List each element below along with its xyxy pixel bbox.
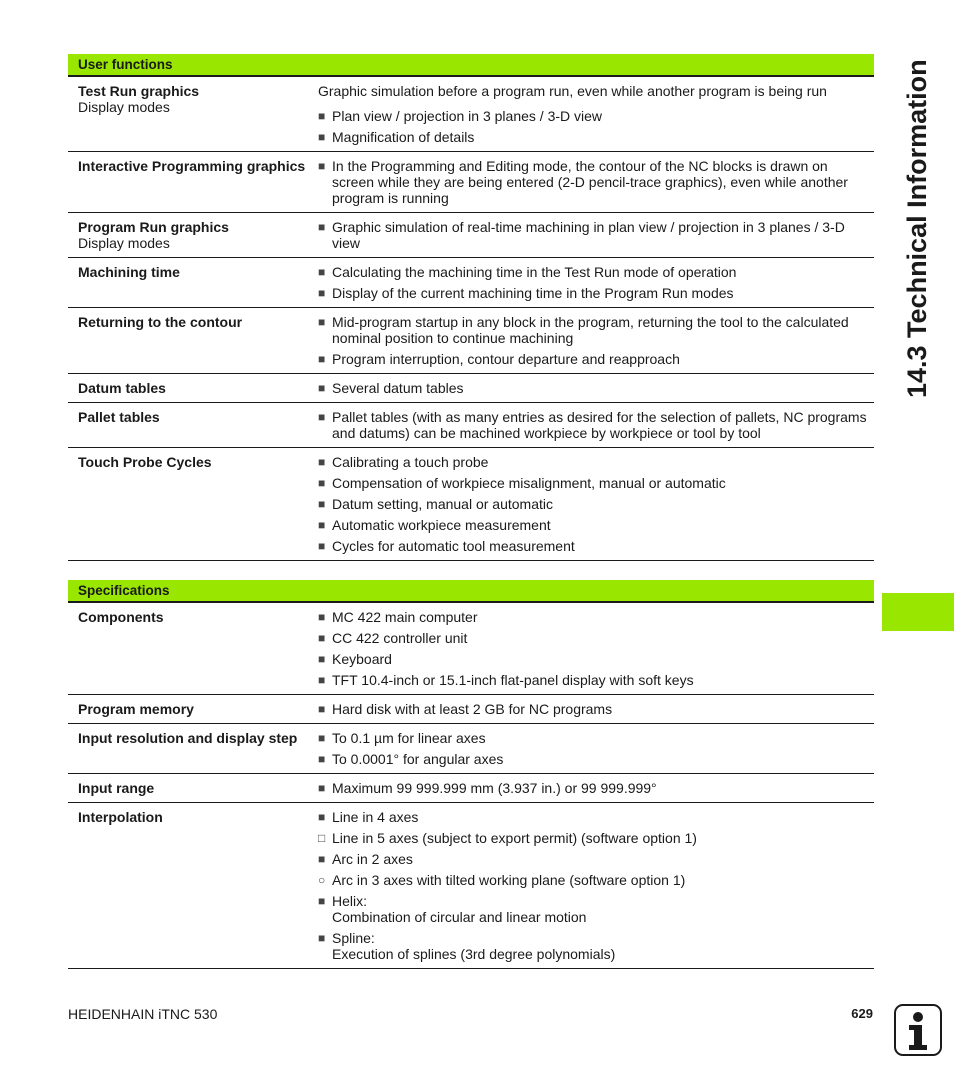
filled-square-bullet-icon: ■: [318, 810, 326, 824]
list-item-text: To 0.0001° for angular axes: [332, 751, 504, 767]
list-item: [318, 630, 870, 646]
table-row: [68, 774, 874, 803]
list-item-text: Helix:: [332, 893, 368, 909]
section-user-functions: [68, 54, 874, 561]
list-item: [318, 158, 870, 206]
row-label-cell: [68, 774, 310, 803]
list-item-text: Datum setting, manual or automatic: [332, 496, 553, 512]
filled-square-bullet-icon: ■: [318, 497, 326, 511]
list-item-text: MC 422 main computer: [332, 609, 478, 625]
filled-square-bullet-icon: ■: [318, 852, 326, 866]
filled-square-bullet-icon: ■: [318, 673, 326, 687]
row-label: Datum tables: [78, 380, 166, 396]
list-item-text: Calculating the machining time in the Test Run mode of operation: [332, 264, 737, 280]
list-item-text: Mid-program startup in any block in the program, returning the tool to the calculated nominal position to continue machining: [332, 314, 849, 346]
row-label-cell: [68, 308, 310, 374]
filled-square-bullet-icon: ■: [318, 631, 326, 645]
chapter-title: 14.3 Technical Information: [902, 59, 932, 398]
list-item-text: Calibrating a touch probe: [332, 454, 489, 470]
row-label: Interactive Programming graphics: [78, 158, 306, 174]
list-item-text: Plan view / projection in 3 planes / 3-D view: [332, 108, 603, 124]
table-row: [68, 374, 874, 403]
filled-square-bullet-icon: ■: [318, 610, 326, 624]
filled-square-bullet-icon: ■: [318, 315, 326, 329]
filled-square-bullet-icon: ■: [318, 455, 326, 469]
list-item-text: Spline:: [332, 930, 375, 946]
filled-square-bullet-icon: ■: [318, 931, 326, 945]
list-item-text: Display of the current machining time in the Program Run modes: [332, 285, 734, 301]
row-value-cell: [310, 213, 874, 258]
list-item: [318, 538, 870, 554]
row-label-cell: [68, 213, 310, 258]
list-item-text: TFT 10.4-inch or 15.1-inch flat-panel display with soft keys: [332, 672, 694, 688]
row-label: Input range: [78, 780, 155, 796]
table-row: [68, 308, 874, 374]
row-label: Input resolution and display step: [78, 730, 298, 746]
list-item: [318, 264, 870, 280]
filled-square-bullet-icon: ■: [318, 265, 326, 279]
row-label-cell: [68, 803, 310, 969]
row-value-cell: [310, 695, 874, 724]
list-item: [318, 351, 870, 367]
list-item: [318, 872, 870, 888]
filled-square-bullet-icon: ■: [318, 781, 326, 795]
table-row: [68, 152, 874, 213]
row-label: Program memory: [78, 701, 194, 717]
list-item: [318, 751, 870, 767]
circle-bullet-icon: ○: [318, 873, 326, 887]
list-item-text: To 0.1 µm for linear axes: [332, 730, 486, 746]
filled-square-bullet-icon: ■: [318, 159, 326, 173]
filled-square-bullet-icon: ■: [318, 752, 326, 766]
section-header: User functions: [68, 54, 874, 77]
list-item: [318, 701, 870, 717]
list-item: [318, 129, 870, 145]
row-value-cell: [310, 77, 874, 152]
chapter-sidebar-title: [880, 48, 950, 588]
filled-square-bullet-icon: ■: [318, 702, 326, 716]
list-item-text: Hard disk with at least 2 GB for NC programs: [332, 701, 613, 717]
chapter-tab-marker: [882, 593, 954, 631]
filled-square-bullet-icon: ■: [318, 109, 326, 123]
list-item: [318, 651, 870, 667]
list-item: [318, 517, 870, 533]
hollow-square-bullet-icon: □: [318, 831, 326, 845]
filled-square-bullet-icon: ■: [318, 130, 326, 144]
row-label-cell: [68, 724, 310, 774]
list-item: [318, 454, 870, 470]
filled-square-bullet-icon: ■: [318, 476, 326, 490]
row-value-cell: [310, 308, 874, 374]
list-item-text: Pallet tables (with as many entries as desired for the selection of pallets, NC programs and datums) can be machined workpiece by workpiece or tool by tool: [332, 409, 867, 441]
page-number: 629: [851, 1006, 873, 1021]
filled-square-bullet-icon: ■: [318, 518, 326, 532]
list-item: [318, 219, 870, 251]
list-item: [318, 730, 870, 746]
list-item: [318, 609, 870, 625]
list-item: [318, 314, 870, 346]
list-item: [318, 409, 870, 441]
row-label: Returning to the contour: [78, 314, 243, 330]
row-label-cell: [68, 695, 310, 724]
row-sublabel: Display modes: [78, 235, 170, 251]
list-item-text: Compensation of workpiece misalignment, manual or automatic: [332, 475, 726, 491]
info-icon: [894, 1004, 942, 1056]
row-label-cell: [68, 403, 310, 448]
row-label: Components: [78, 609, 164, 625]
list-item: [318, 475, 870, 491]
list-item: [318, 780, 870, 796]
table-row: [68, 213, 874, 258]
table-row: [68, 603, 874, 695]
filled-square-bullet-icon: ■: [318, 220, 326, 234]
list-item-text: Automatic workpiece measurement: [332, 517, 551, 533]
filled-square-bullet-icon: ■: [318, 731, 326, 745]
list-item-text: Keyboard: [332, 651, 392, 667]
filled-square-bullet-icon: ■: [318, 352, 326, 366]
list-item: [318, 809, 870, 825]
list-item: [318, 930, 870, 962]
list-item: [318, 830, 870, 846]
specifications-table: [68, 603, 874, 969]
list-item: [318, 496, 870, 512]
row-label: Test Run graphics: [78, 83, 200, 99]
list-item-text: Line in 4 axes: [332, 809, 419, 825]
section-specifications: [68, 580, 874, 969]
row-value-cell: [310, 603, 874, 695]
row-label: Machining time: [78, 264, 180, 280]
list-item: [318, 380, 870, 396]
row-sublabel: Display modes: [78, 99, 170, 115]
row-label-cell: [68, 77, 310, 152]
list-item-text: Maximum 99 999.999 mm (3.937 in.) or 99 999.999°: [332, 780, 657, 796]
footer-product: HEIDENHAIN iTNC 530: [68, 1006, 218, 1022]
list-item-text: Magnification of details: [332, 129, 475, 145]
table-row: [68, 403, 874, 448]
table-row: [68, 77, 874, 152]
list-item-text: Graphic simulation of real-time machining in plan view / projection in 3 planes / 3-D view: [332, 219, 845, 251]
list-item-text-continued: Execution of splines (3rd degree polynomials): [332, 946, 616, 962]
table-row: [68, 258, 874, 308]
row-label: Program Run graphics: [78, 219, 229, 235]
filled-square-bullet-icon: ■: [318, 652, 326, 666]
list-item-text: Line in 5 axes (subject to export permit) (software option 1): [332, 830, 697, 846]
section-header: Specifications: [68, 580, 874, 603]
row-value-cell: [310, 152, 874, 213]
row-label-cell: [68, 152, 310, 213]
list-item-text: Arc in 2 axes: [332, 851, 413, 867]
row-value-cell: [310, 258, 874, 308]
list-item: [318, 851, 870, 867]
row-label-cell: [68, 258, 310, 308]
row-value-cell: [310, 448, 874, 561]
list-item-text: Program interruption, contour departure and reapproach: [332, 351, 680, 367]
list-item: [318, 893, 870, 925]
row-label-cell: [68, 374, 310, 403]
list-item-text: Cycles for automatic tool measurement: [332, 538, 575, 554]
filled-square-bullet-icon: ■: [318, 381, 326, 395]
row-value-cell: [310, 774, 874, 803]
table-row: [68, 803, 874, 969]
filled-square-bullet-icon: ■: [318, 286, 326, 300]
list-item-text: Several datum tables: [332, 380, 464, 396]
row-description: Graphic simulation before a program run, even while another program is being run: [318, 83, 827, 99]
table-row: [68, 724, 874, 774]
row-label: Interpolation: [78, 809, 163, 825]
filled-square-bullet-icon: ■: [318, 894, 326, 908]
filled-square-bullet-icon: ■: [318, 539, 326, 553]
row-value-cell: [310, 374, 874, 403]
list-item-text: In the Programming and Editing mode, the contour of the NC blocks is drawn on screen while they are being entered (2-D pencil-trace graphics), even while another program is running: [332, 158, 848, 206]
row-value-cell: [310, 403, 874, 448]
row-label-cell: [68, 603, 310, 695]
row-label-cell: [68, 448, 310, 561]
document-body: [68, 54, 874, 969]
list-item: [318, 672, 870, 688]
list-item: [318, 285, 870, 301]
table-row: [68, 448, 874, 561]
filled-square-bullet-icon: ■: [318, 410, 326, 424]
row-value-cell: [310, 724, 874, 774]
table-row: [68, 695, 874, 724]
row-label: Pallet tables: [78, 409, 160, 425]
list-item: [318, 108, 870, 124]
user-functions-table: [68, 77, 874, 561]
list-item-text: CC 422 controller unit: [332, 630, 468, 646]
row-value-cell: [310, 803, 874, 969]
list-item-text: Arc in 3 axes with tilted working plane (software option 1): [332, 872, 686, 888]
row-label: Touch Probe Cycles: [78, 454, 212, 470]
list-item-text-continued: Combination of circular and linear motion: [332, 909, 587, 925]
